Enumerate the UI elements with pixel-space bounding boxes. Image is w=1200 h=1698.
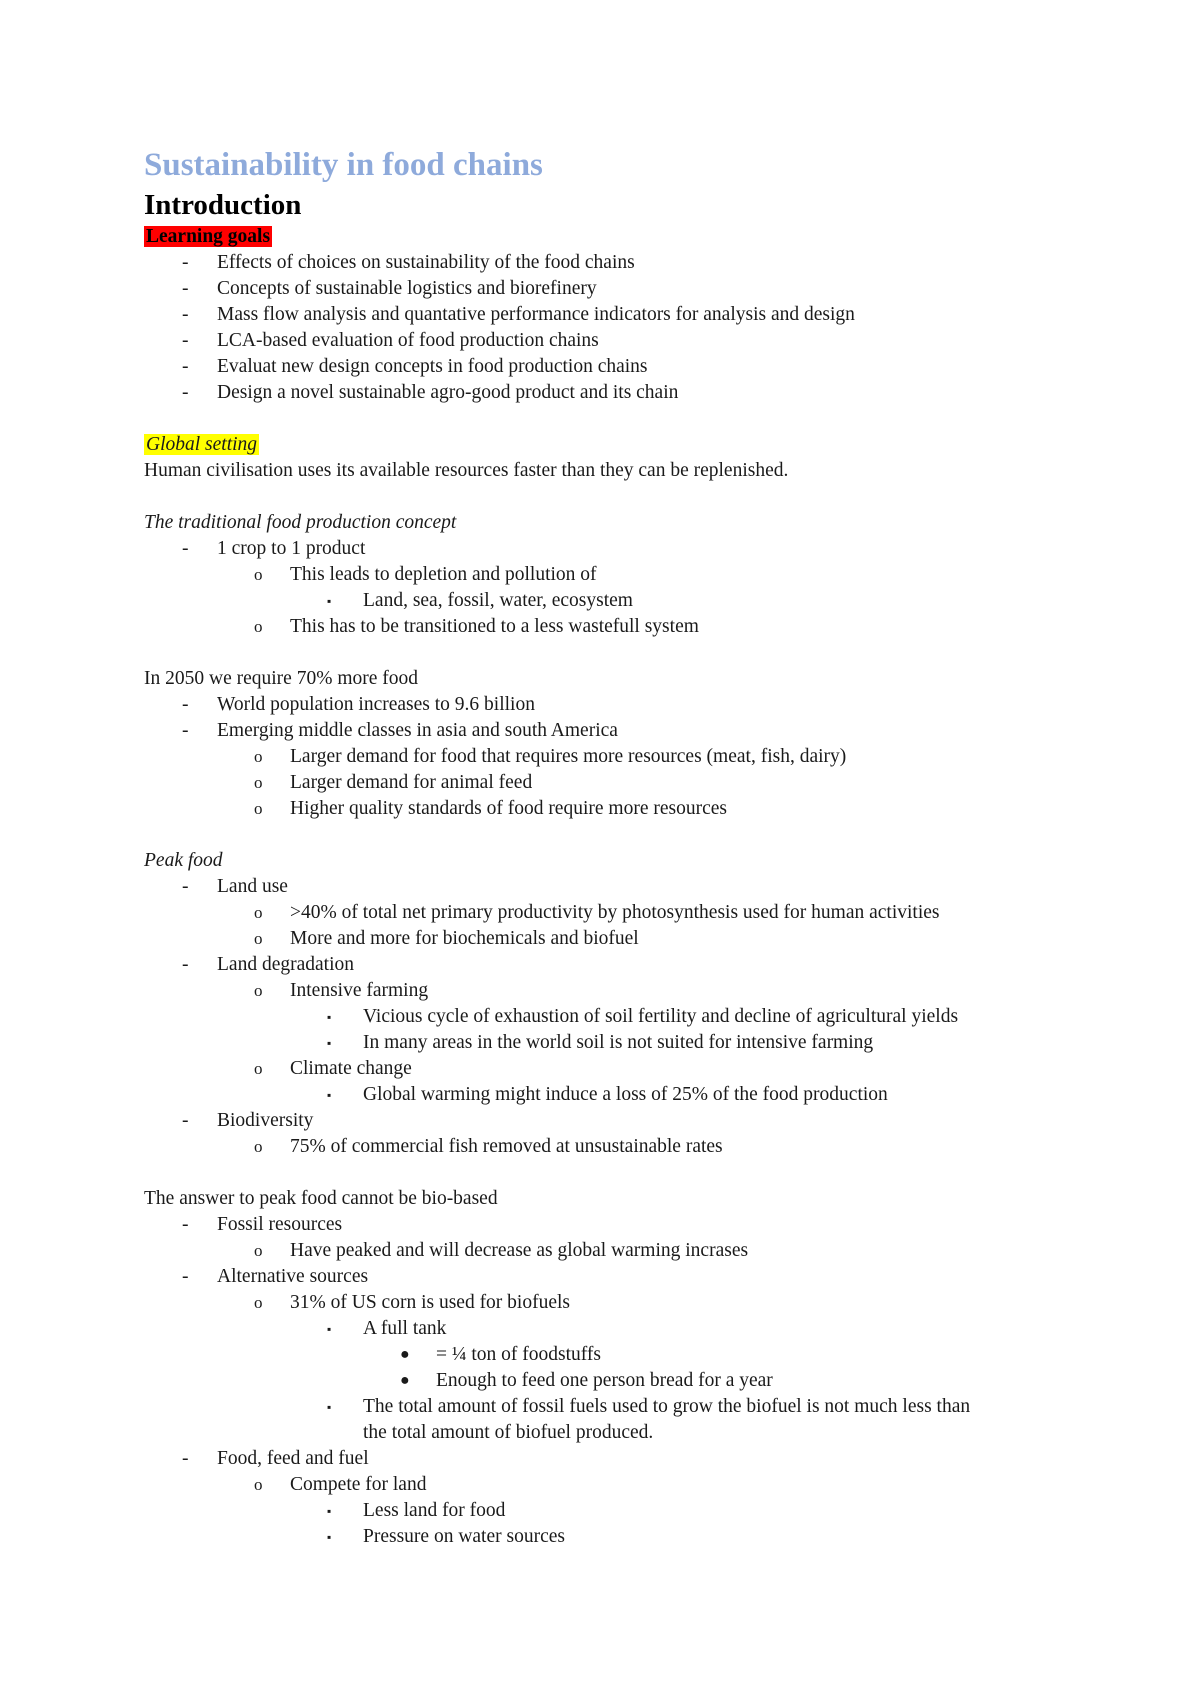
list-item <box>144 250 1080 276</box>
list-item <box>144 562 1080 588</box>
list-item-text: Evaluat new design concepts in food production chains <box>217 356 648 377</box>
list-item-text: 75% of commercial fish removed at unsustainable rates <box>290 1136 723 1157</box>
dash-marker: - <box>182 720 189 741</box>
list-item <box>144 1498 1080 1524</box>
list-item <box>144 1238 1080 1264</box>
list-item <box>144 1524 1080 1550</box>
list-item-text: Compete for land <box>290 1474 427 1495</box>
learning-goals-heading <box>144 224 1080 250</box>
square-marker: ▪ <box>327 1088 332 1102</box>
dash-marker: - <box>182 278 189 299</box>
list-item-text: Mass flow analysis and quantative performance indicators for analysis and design <box>217 304 855 325</box>
spacer <box>144 484 1080 510</box>
list-item-text: Design a novel sustainable agro-good product and its chain <box>217 382 679 403</box>
circle-marker: o <box>254 929 263 948</box>
section-heading-introduction: Introduction <box>144 189 302 221</box>
bullet-marker: ● <box>400 1346 410 1363</box>
list-item <box>144 354 1080 380</box>
list-item <box>144 926 1080 952</box>
list-item-text: World population increases to 9.6 billion <box>217 694 535 715</box>
paragraph: Human civilisation uses its available resources faster than they can be replenished. <box>144 460 789 481</box>
list-item <box>144 588 1080 614</box>
list-item-text: Higher quality standards of food require more resources <box>290 798 727 819</box>
dash-marker: - <box>182 876 189 897</box>
dash-marker: - <box>182 954 189 975</box>
list-item <box>144 978 1080 1004</box>
list-item-text: Larger demand for animal feed <box>290 772 533 793</box>
list-item <box>144 380 1080 406</box>
list-item <box>144 302 1080 328</box>
list-item <box>144 1472 1080 1498</box>
dash-marker: - <box>182 252 189 273</box>
list-item-text: Fossil resources <box>217 1214 343 1235</box>
list-item-text: Land use <box>217 876 288 897</box>
list-item-text: Concepts of sustainable logistics and biorefinery <box>217 278 597 299</box>
list-item-text: Less land for food <box>363 1500 506 1521</box>
list-item-text: Larger demand for food that requires more resources (meat, fish, dairy) <box>290 746 847 767</box>
learning-goals-label: Learning goals <box>146 226 271 247</box>
square-marker: ▪ <box>327 1322 332 1336</box>
document-title: Sustainability in food chains <box>144 147 543 183</box>
dash-marker: - <box>182 1214 189 1235</box>
list-item-text: Land, sea, fossil, water, ecosystem <box>363 590 633 611</box>
list-item-text: This leads to depletion and pollution of <box>290 564 597 585</box>
dash-marker: - <box>182 382 189 403</box>
list-item-text: Emerging middle classes in asia and south America <box>217 720 618 741</box>
dash-marker: - <box>182 330 189 351</box>
list-item-text: In many areas in the world soil is not suited for intensive farming <box>363 1032 874 1053</box>
list-item <box>144 796 1080 822</box>
circle-marker: o <box>254 617 263 636</box>
list-item-text: Pressure on water sources <box>363 1526 565 1547</box>
square-marker: ▪ <box>327 1400 332 1414</box>
list-item <box>144 1394 1080 1420</box>
list-item <box>144 536 1080 562</box>
list-item <box>144 1108 1080 1134</box>
list-item-text: A full tank <box>363 1318 447 1339</box>
list-item <box>144 1316 1080 1342</box>
spacer <box>144 822 1080 848</box>
dash-marker: - <box>182 694 189 715</box>
list-item-continuation: the total amount of biofuel produced. <box>363 1422 654 1443</box>
list-item-text: Intensive farming <box>290 980 429 1001</box>
list-item <box>144 328 1080 354</box>
circle-marker: o <box>254 1137 263 1156</box>
list-item <box>144 1134 1080 1160</box>
square-marker: ▪ <box>327 1010 332 1024</box>
square-marker: ▪ <box>327 1036 332 1050</box>
list-item <box>144 692 1080 718</box>
circle-marker: o <box>254 981 263 1000</box>
list-item <box>144 770 1080 796</box>
dash-marker: - <box>182 1110 189 1131</box>
square-marker: ▪ <box>327 1504 332 1518</box>
square-marker: ▪ <box>327 1530 332 1544</box>
list-item-text: >40% of total net primary productivity by photosynthesis used for human activities <box>290 902 940 923</box>
subheading-traditional: The traditional food production concept <box>144 512 457 533</box>
list-item <box>144 1290 1080 1316</box>
list-item-text: Have peaked and will decrease as global warming incrases <box>290 1240 749 1261</box>
list-item <box>144 1082 1080 1108</box>
dash-marker: - <box>182 1448 189 1469</box>
list-item-text: = ¼ ton of foodstuffs <box>436 1344 602 1365</box>
square-marker: ▪ <box>327 594 332 608</box>
list-item <box>144 1342 1080 1368</box>
spacer <box>144 1160 1080 1186</box>
paragraph-answer: The answer to peak food cannot be bio-based <box>144 1188 498 1209</box>
list-item-text: Land degradation <box>217 954 354 975</box>
list-item <box>144 614 1080 640</box>
list-item-text: Enough to feed one person bread for a year <box>436 1370 773 1391</box>
list-item-text: 1 crop to 1 product <box>217 538 366 559</box>
list-item <box>144 1056 1080 1082</box>
circle-marker: o <box>254 773 263 792</box>
dash-marker: - <box>182 356 189 377</box>
circle-marker: o <box>254 903 263 922</box>
list-item <box>144 718 1080 744</box>
dash-marker: - <box>182 1266 189 1287</box>
circle-marker: o <box>254 747 263 766</box>
list-item <box>144 1004 1080 1030</box>
list-item-text: Vicious cycle of exhaustion of soil fertility and decline of agricultural yields <box>363 1006 959 1027</box>
dash-marker: - <box>182 538 189 559</box>
list-item-text: Alternative sources <box>217 1266 369 1287</box>
spacer <box>144 406 1080 432</box>
list-item-text: LCA-based evaluation of food production chains <box>217 330 599 351</box>
global-setting-label: Global setting <box>146 434 258 455</box>
circle-marker: o <box>254 1059 263 1078</box>
list-item-text: Global warming might induce a loss of 25% of the food production <box>363 1084 888 1105</box>
dash-marker: - <box>182 304 189 325</box>
list-item <box>144 952 1080 978</box>
list-item <box>144 874 1080 900</box>
subheading-peak-food: Peak food <box>144 850 223 871</box>
circle-marker: o <box>254 1241 263 1260</box>
circle-marker: o <box>254 565 263 584</box>
list-item-text: This has to be transitioned to a less wastefull system <box>290 616 699 637</box>
paragraph-2050: In 2050 we require 70% more food <box>144 668 418 689</box>
list-item <box>144 1030 1080 1056</box>
list-item-text: Effects of choices on sustainability of the food chains <box>217 252 635 273</box>
circle-marker: o <box>254 1475 263 1494</box>
list-item-text: Biodiversity <box>217 1110 314 1131</box>
spacer <box>144 640 1080 666</box>
list-item-text: Food, feed and fuel <box>217 1448 369 1469</box>
list-item <box>144 1212 1080 1238</box>
circle-marker: o <box>254 1293 263 1312</box>
list-item <box>144 900 1080 926</box>
bullet-marker: ● <box>400 1372 410 1389</box>
list-item-text: The total amount of fossil fuels used to grow the biofuel is not much less than <box>363 1396 971 1417</box>
list-item-text: 31% of US corn is used for biofuels <box>290 1292 570 1313</box>
list-item-text: More and more for biochemicals and biofuel <box>290 928 639 949</box>
circle-marker: o <box>254 799 263 818</box>
list-item-text: Climate change <box>290 1058 412 1079</box>
list-item <box>144 1368 1080 1394</box>
list-item <box>144 1264 1080 1290</box>
global-setting-heading <box>144 432 1080 458</box>
list-item <box>144 1446 1080 1472</box>
list-item <box>144 744 1080 770</box>
list-item <box>144 276 1080 302</box>
